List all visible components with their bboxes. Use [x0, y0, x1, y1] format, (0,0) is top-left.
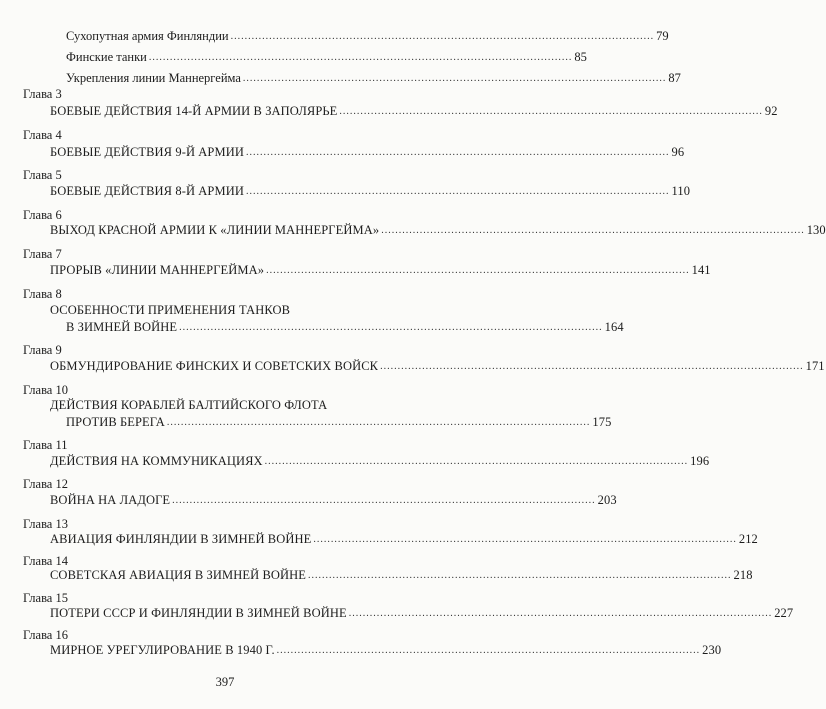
chapter-label: Глава 9	[23, 343, 62, 357]
leader-dots: .........................................................................................................................	[381, 225, 805, 236]
chapter-title: ПРОТИВ БЕРЕГА	[66, 415, 165, 429]
chapter-label: Глава 15	[23, 591, 68, 605]
chapter-title: В ЗИМНЕЙ ВОЙНЕ	[66, 320, 178, 334]
leader-dots: .........................................................................................................................	[313, 534, 737, 545]
toc-subsection-entry	[66, 70, 681, 86]
leader-dots: .........................................................................................................................	[230, 31, 655, 42]
toc-page-number: 203	[597, 493, 617, 507]
leader-dots: .........................................................................................................................	[339, 106, 763, 117]
toc-page-number: 227	[774, 606, 794, 620]
toc-page-number: 196	[690, 454, 710, 468]
chapter-entry	[50, 492, 617, 508]
chapter-title: ДЕЙСТВИЯ НА КОММУНИКАЦИЯХ	[50, 454, 263, 468]
chapter-label: Глава 3	[23, 87, 62, 101]
chapter-label: Глава 7	[23, 247, 62, 261]
chapter-label: Глава 16	[23, 628, 68, 642]
chapter-entry	[50, 453, 710, 469]
chapter-title: ВОЙНА НА ЛАДОГЕ	[50, 493, 171, 507]
toc-page-number: 96	[671, 145, 685, 159]
chapter-entry	[50, 358, 825, 374]
chapter-entry	[50, 222, 826, 238]
chapter-title: ОБМУНДИРОВАНИЕ ФИНСКИХ И СОВЕТСКИХ ВОЙСК	[50, 359, 379, 373]
leader-dots: .........................................................................................................................	[148, 52, 573, 63]
chapter-title: СОВЕТСКАЯ АВИАЦИЯ В ЗИМНЕЙ ВОЙНЕ	[50, 568, 307, 582]
leader-dots: .........................................................................................................................	[264, 456, 689, 467]
toc-page-number: 92	[764, 104, 778, 118]
chapter-title: БОЕВЫЕ ДЕЙСТВИЯ 8-Й АРМИИ	[50, 184, 244, 198]
chapter-title-line: ДЕЙСТВИЯ КОРАБЛЕЙ БАЛТИЙСКОГО ФЛОТА	[50, 398, 328, 412]
leader-dots: .........................................................................................................................	[172, 495, 596, 506]
chapter-label: Глава 14	[23, 554, 68, 568]
leader-dots: .........................................................................................................................	[348, 608, 773, 619]
toc-page-number: 87	[668, 71, 681, 85]
toc-page-number: 85	[574, 50, 587, 64]
chapter-entry	[50, 144, 685, 160]
chapter-entry	[50, 103, 778, 119]
toc-page-number: 79	[656, 29, 669, 43]
toc-page-number: 130	[806, 223, 826, 237]
leader-dots: .........................................................................................................................	[242, 73, 667, 84]
toc-page-number: 212	[738, 532, 758, 546]
chapter-title-line: ОСОБЕННОСТИ ПРИМЕНЕНИЯ ТАНКОВ	[50, 303, 291, 317]
chapter-entry	[50, 567, 753, 583]
chapter-entry	[50, 605, 794, 621]
leader-dots: .........................................................................................................................	[166, 417, 591, 428]
leader-dots: .........................................................................................................................	[245, 186, 670, 197]
toc-page-number: 141	[691, 263, 711, 277]
toc-subsection-title: Укрепления линии Маннергейма	[66, 71, 241, 85]
chapter-title: БОЕВЫЕ ДЕЙСТВИЯ 9-Й АРМИИ	[50, 145, 244, 159]
chapter-entry	[50, 262, 711, 278]
leader-dots: .........................................................................................................................	[308, 570, 732, 581]
chapter-entry	[66, 414, 612, 430]
toc-page-number: 110	[671, 184, 691, 198]
chapter-label: Глава 10	[23, 383, 68, 397]
chapter-entry	[50, 531, 758, 547]
toc-page-number: 175	[592, 415, 612, 429]
chapter-title: БОЕВЫЕ ДЕЙСТВИЯ 14-Й АРМИИ В ЗАПОЛЯРЬЕ	[50, 104, 338, 118]
toc-subsection-title: Сухопутная армия Финляндии	[66, 29, 229, 43]
page-number: 397	[215, 675, 235, 689]
toc-subsection-entry	[66, 28, 669, 44]
chapter-title: ПОТЕРИ СССР И ФИНЛЯНДИИ В ЗИМНЕЙ ВОЙНЕ	[50, 606, 347, 620]
chapter-label: Глава 5	[23, 168, 62, 182]
chapter-entry	[50, 642, 722, 658]
toc-page-number: 230	[702, 643, 722, 657]
leader-dots: .........................................................................................................................	[380, 361, 804, 372]
toc-subsection-entry	[66, 49, 587, 65]
chapter-label: Глава 11	[23, 438, 68, 452]
chapter-title: МИРНОЕ УРЕГУЛИРОВАНИЕ В 1940 Г.	[50, 643, 275, 657]
chapter-entry	[50, 183, 691, 199]
chapter-title: АВИАЦИЯ ФИНЛЯНДИИ В ЗИМНЕЙ ВОЙНЕ	[50, 532, 312, 546]
chapter-entry	[66, 319, 624, 335]
toc-subsection-title: Финские танки	[66, 50, 147, 64]
chapter-title: ВЫХОД КРАСНОЙ АРМИИ К «ЛИНИИ МАННЕРГЕЙМА»	[50, 223, 380, 237]
toc-page-number: 164	[604, 320, 624, 334]
chapter-label: Глава 12	[23, 477, 68, 491]
chapter-label: Глава 6	[23, 208, 62, 222]
chapter-label: Глава 4	[23, 128, 62, 142]
leader-dots: .........................................................................................................................	[266, 265, 690, 276]
leader-dots: .........................................................................................................................	[245, 147, 670, 158]
toc-page-number: 171	[805, 359, 825, 373]
toc-page-number: 218	[733, 568, 753, 582]
leader-dots: .........................................................................................................................	[276, 645, 701, 656]
leader-dots: .........................................................................................................................	[179, 322, 603, 333]
chapter-label: Глава 8	[23, 287, 62, 301]
chapter-label: Глава 13	[23, 517, 68, 531]
chapter-title: ПРОРЫВ «ЛИНИИ МАННЕРГЕЙМА»	[50, 263, 265, 277]
